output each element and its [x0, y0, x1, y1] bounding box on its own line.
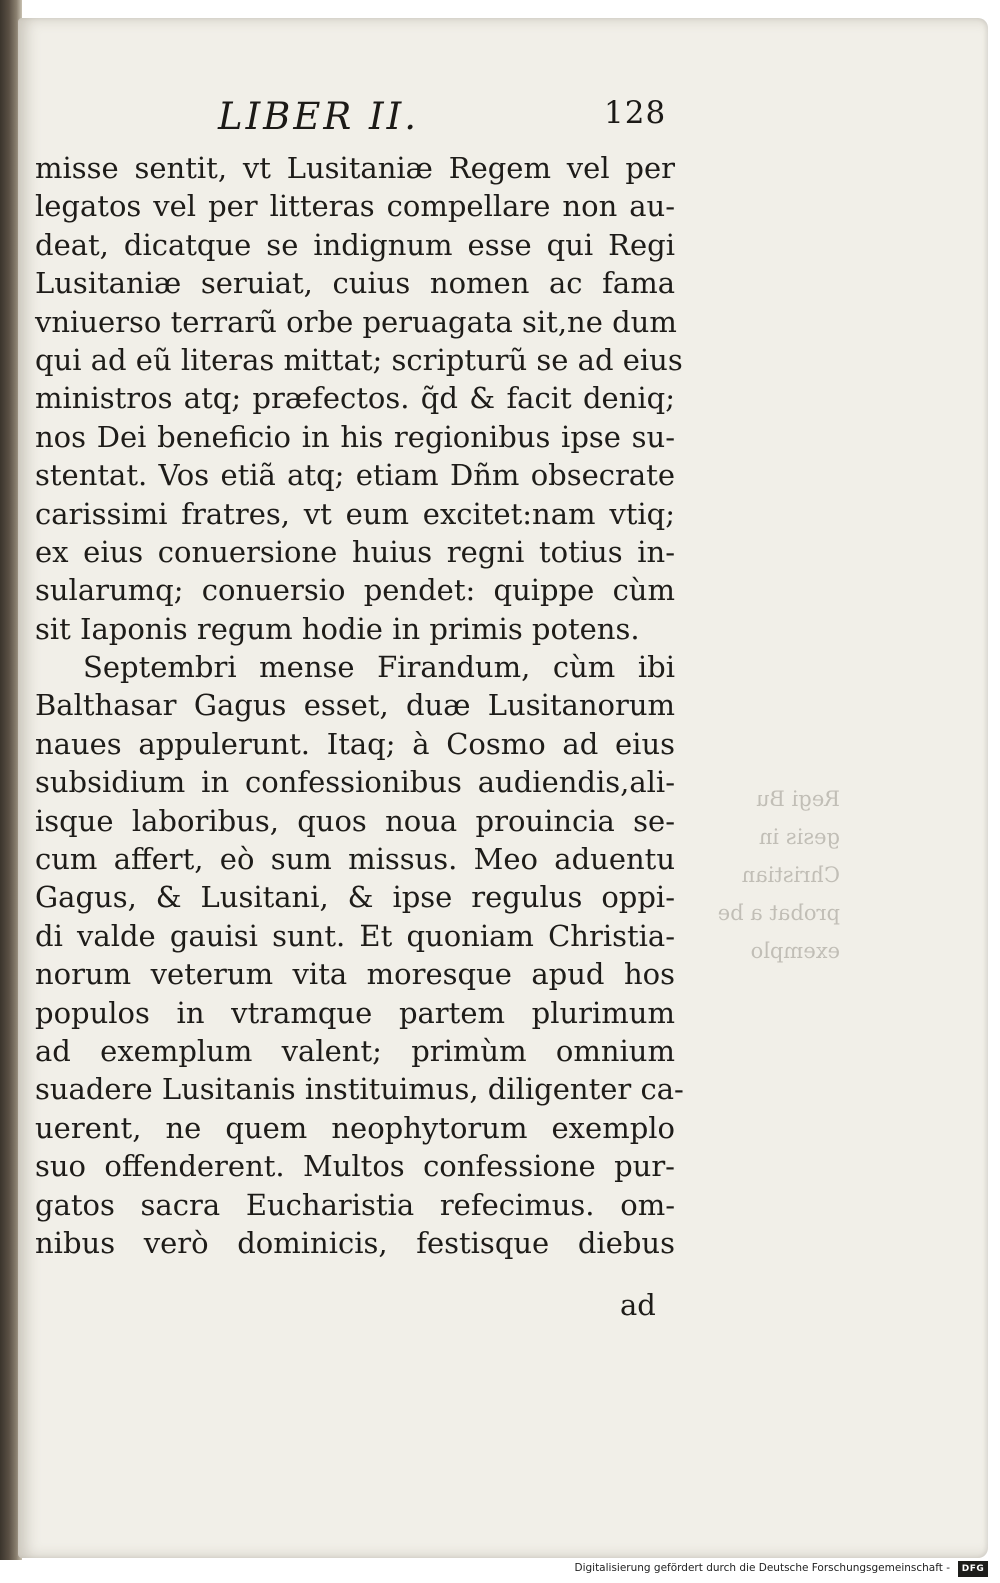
text-line: suo offenderent. Multos confessione pur- [35, 1149, 675, 1184]
text-line: di valde gauisi sunt. Et quoniam Christia- [35, 918, 675, 953]
text-line: norum veterum vita moresque apud hos [35, 957, 675, 992]
body-text [35, 149, 684, 1262]
text-line: isque laboribus, quos noua prouincia se- [35, 803, 675, 838]
page-header [0, 95, 1000, 145]
text-line: legatos vel per litteras compellare non au- [35, 189, 675, 224]
text-line: Lusitaniæ seruiat, cuius nomen ac fama [35, 266, 675, 301]
dfg-logo-icon: DFG [958, 1561, 988, 1577]
page-number: 128 [604, 95, 667, 131]
text-line: qui ad eũ literas mittat; scripturũ se ad eius [35, 342, 683, 377]
text-line: deat, dicatque se indignum esse qui Regi [35, 227, 675, 262]
digitization-credit: Digitalisierung gefördert durch die Deutsche Forschungsgemeinschaft - [574, 1562, 950, 1574]
catchword: ad [620, 1288, 656, 1322]
show-through-marginalia: Regi Bu gesis in Christian probat a exemplo [741, 787, 840, 963]
text-line: cum affert, eò sum missus. Meo aduentu [35, 842, 675, 877]
text-line: ad exemplum valent; primùm omnium [35, 1033, 675, 1068]
text-line: populos in vtramque partem plurimum [35, 995, 675, 1030]
text-line: nos Dei beneficio in his regionibus ipse su- [35, 419, 675, 454]
text-line: sit Iaponis regum hodie in primis potens. [35, 611, 640, 646]
text-line: naues appulerunt. Itaq; à Cosmo ad eius [35, 726, 675, 761]
text-line: nibus verò dominicis, festisque diebus [35, 1225, 675, 1260]
text-line: vniuerso terrarũ orbe peruagata sit,ne dum [35, 304, 677, 339]
text-line: sularumq; conuersio pendet: quippe cùm [35, 573, 675, 608]
text-line: Septembri mense Firandum, cùm ibi [83, 650, 675, 685]
text-line: suadere Lusitanis instituimus, diligenter ca- [35, 1072, 684, 1107]
text-line: Balthasar Gagus esset, duæ Lusitanorum [35, 688, 675, 723]
text-line: stentat. Vos etiã atq; etiam Dñm obsecrate [35, 458, 675, 493]
text-line: misse sentit, vt Lusitaniæ Regem vel per [35, 151, 675, 185]
text-line: uerent, ne quem neophytorum exemplo [35, 1110, 675, 1145]
text-line: ex eius conuersione huius regni totius in- [35, 534, 675, 569]
text-line: gatos sacra Eucharistia refecimus. om- [35, 1187, 675, 1222]
text-line: ministros atq; præfectos. q̃d & facit deniq; [35, 381, 675, 416]
text-line: Gagus, & Lusitani, & ipse regulus oppi- [35, 880, 675, 915]
running-head: LIBER II. [218, 95, 419, 138]
text-line: carissimi fratres, vt eum excitet:nam vtiq; [35, 496, 675, 531]
text-line: subsidium in confessionibus audiendis,ali- [35, 765, 675, 800]
